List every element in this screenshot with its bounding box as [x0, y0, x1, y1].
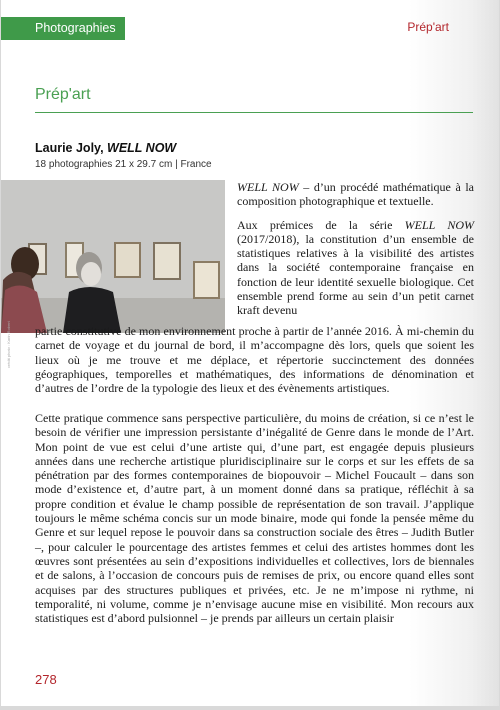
author-name: Laurie Joly,: [35, 141, 104, 155]
photo-credit: crédit photo : Karin Robert: [6, 321, 11, 368]
p1-title: WELL NOW: [237, 180, 299, 194]
page-number: 278: [35, 672, 57, 687]
running-head: Prép'art: [407, 20, 449, 34]
p1-text: – d’un procédé mathématique à la composition photographique et textuelle.: [237, 180, 474, 209]
gallery-photo-illustration: [1, 180, 225, 333]
paragraph-1: [237, 180, 474, 209]
paragraph-2-continued: partie constitutive de mon environnement proche à partir de l’année 2016. À mi-chemin du carnet de voyage et du journal de bord, il m’accompagne dès lors, quels que soient les lieux où je me trouve et me déplace, et répertorie succinctement des données géographiques, temporelles et mathématiques, des informations de dénomination et d’autres de l’ordre de la typologie des lieux et des évènements artistiques.: [35, 324, 474, 396]
p2-title: WELL NOW: [404, 217, 475, 232]
intro-column: [237, 180, 474, 327]
work-title: WELL NOW: [107, 141, 177, 155]
section-title: Prép'art: [35, 86, 91, 103]
entry-heading: [35, 141, 176, 155]
category-tab: Photographies: [1, 17, 125, 40]
p2-text-a: Aux prémices de la série: [237, 217, 405, 232]
section-divider: [35, 112, 473, 113]
gallery-photo: [1, 180, 225, 333]
p2-text-b: (2017/2018), la constitution d’un ensemble de statistiques relatives à la visibilité des artistes dans la société contemporaine française en fonction de leur identité sexuelle biologique. Cet ensemble prend forme au sein d’un petit carnet kraft devenu: [237, 231, 474, 318]
paragraph-3: Cette pratique commence sans perspective particulière, du moins de création, si ce n’est le besoin de vérifier une impression persistante d’inégalité de Genre dans le monde de l’Art. Mon point de vue est celui d’une artiste qui, d’une part, est engagée depuis plusieurs années dans une recherche artistique pluridisciplinaire sur le corps et sur les effets de sa pénétration par des formes contemporaines de biopouvoir – Michel Foucault – dans son mode d’existence et, d’autre part, à un moment donné dans sa pratique, réfléchit à sa propre condition et évalue le champ possible de représentation de son travail. J’applique toujours le même schéma concis sur un mode binaire, mode qui fonde la pensée même du Genre et sur lequel repose le pouvoir dans sa construction sociale des êtres – Judith Butler –, pour calculer le pourcentage des artistes femmes et celui des artistes hommes dont les œuvres sont présentées au sein d’expositions individuelles et collectives, lors de biennales et de salons, à l’occasion de concours puis de remises de prix, ou encore quand elles sont acquises par des structures publiques et privées, etc. Je ne m’impose ni rythme, ni temporalité, ni volume, comme je n’envisage aucune mise en visibilité. Mon recours aux statistiques est d’abord pulsionnel – je prends par ailleurs un certain plaisir: [35, 411, 474, 626]
book-page: [1, 0, 499, 706]
paragraph-2: [237, 218, 474, 318]
entry-meta: 18 photographies 21 x 29.7 cm | France: [35, 159, 212, 170]
